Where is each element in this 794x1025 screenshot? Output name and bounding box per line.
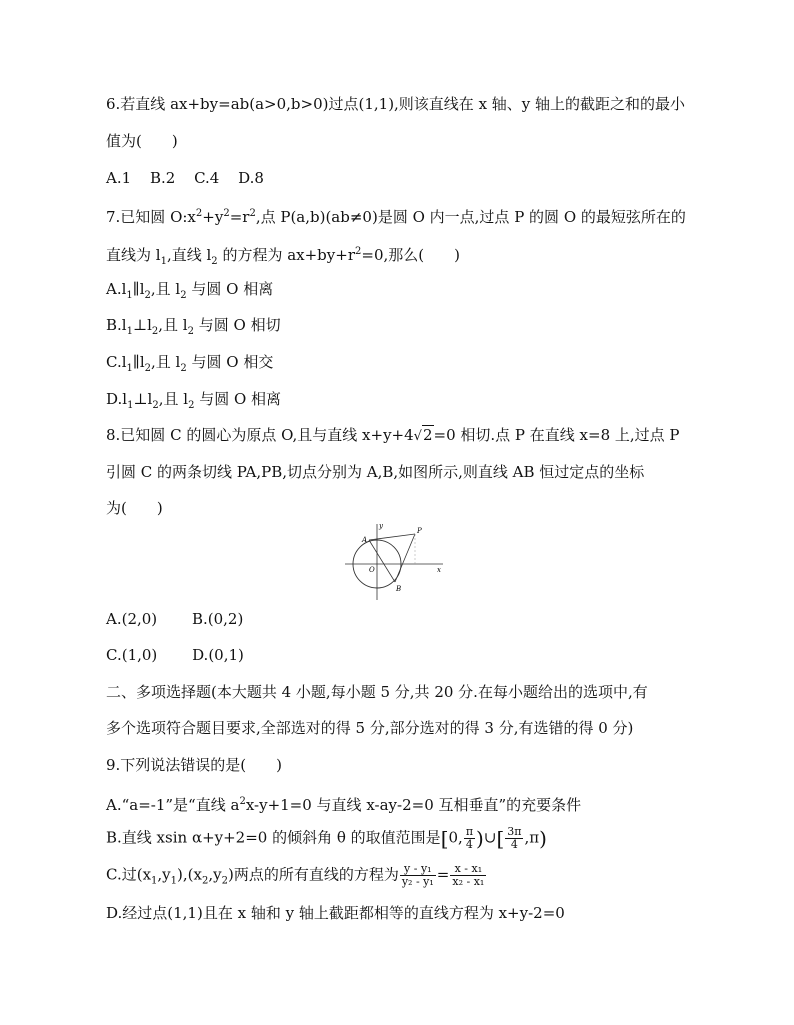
- q6-options: [106, 168, 264, 188]
- q6-line2: 值为( ): [106, 132, 178, 150]
- section2-line2: 多个选项符合题目要求,全部选对的得 5 分,部分选对的得 3 分,有选错的得 0 分): [106, 719, 634, 737]
- q6-option-d: D.8: [238, 169, 264, 187]
- q9-option-c: C.过$(x_1,y_1),(x_2,y_2)$两点的所有直线的方程为 $\frac{\text{y - y₁}}{\text{y₂ - y₁}}$ = $\frac{\text{x - x₁}}{\text{x₂ - x₁}}$: [106, 862, 485, 888]
- q6-line1: 6.若直线 ax+by=ab(a>0,b>0)过点(1,1),则该直线在 x 轴、y 轴上的截距之和的最小: [106, 95, 686, 113]
- q8-option-d: D.(0,1): [192, 646, 244, 664]
- q6-option-a: A.1: [106, 169, 132, 187]
- q7-option-b: $B.l_1\perp l_2$,且 $l_2$ 与圆 O 相切: [106, 316, 281, 337]
- label-a: A: [362, 536, 368, 544]
- q6-option-b: B.2: [149, 169, 176, 187]
- tangent-pa: [369, 534, 415, 540]
- section2-line1: 二、多项选择题(本大题共 4 小题,每小题 5 分,共 20 分.在每小题给出的选项中,有: [106, 683, 648, 701]
- q8-line3: 为( ): [106, 499, 163, 517]
- tangent-pb: [395, 534, 415, 582]
- label-o: O: [369, 566, 375, 574]
- q8-line1: 8.已知圆 C 的圆心为原点 O,且与直线 x+y+4√2=0 相切.点 P 在直线 x=8 上,过点 P: [106, 426, 680, 444]
- q9-option-b: B.直线 xsin α+y+2=0 的倾斜角 θ 的取值范围是[0, $\frac{\pi}{4}$ )∪[ $\frac{3\pi}{4}$ ,π): [106, 825, 547, 851]
- q8-options-row1: [106, 609, 243, 629]
- chord-ab: [369, 540, 395, 582]
- q7-option-a: $A.l_1\parallel l_2$,且 $l_2$ 与圆 O 相离: [106, 280, 274, 301]
- q9-stem: 9.下列说法错误的是( ): [106, 756, 283, 774]
- q8-option-c: C.(1,0): [106, 646, 158, 664]
- q6-option-c: C.4: [194, 169, 220, 187]
- q8-options-row2: [106, 645, 244, 665]
- q8-line2: 引圆 C 的两条切线 PA,PB,切点分别为 A,B,如图所示,则直线 AB 恒过定点的坐标: [106, 463, 645, 481]
- q8-option-b: B.(0,2): [191, 610, 244, 628]
- label-b: B: [396, 585, 402, 593]
- q7-option-d: $D.l_1\perp l_2$,且 $l_2$ 与圆 O 相离: [106, 390, 282, 411]
- label-y: y: [379, 522, 383, 530]
- q9-option-a: A.“a=-1”是“直线 $a^2x-y+1=0$ 与直线 x-ay-2=0 互相垂直”的充要条件: [106, 796, 582, 814]
- q9-option-d: D.经过点(1,1)且在 x 轴和 y 轴上截距都相等的直线方程为 x+y-2=0: [106, 904, 565, 922]
- q7-option-c: $C.l_1\parallel l_2$,且 $l_2$ 与圆 O 相交: [106, 353, 274, 374]
- q7-line2: 直线为 $l_1$,直线 $l_2$ 的方程为 $ax+by+r^2=0$,那么( ): [106, 246, 460, 267]
- q7-line1: 7.已知圆 $O:x^2+y^2=r^2$,点 P(a,b)(ab≠0)是圆 O 内一点,过点 P 的圆 O 的最短弦所在的: [106, 208, 686, 226]
- q8-figure: [345, 520, 445, 600]
- label-x: x: [437, 566, 441, 574]
- label-p: P: [417, 527, 422, 535]
- q8-option-a: A.(2,0): [106, 610, 158, 628]
